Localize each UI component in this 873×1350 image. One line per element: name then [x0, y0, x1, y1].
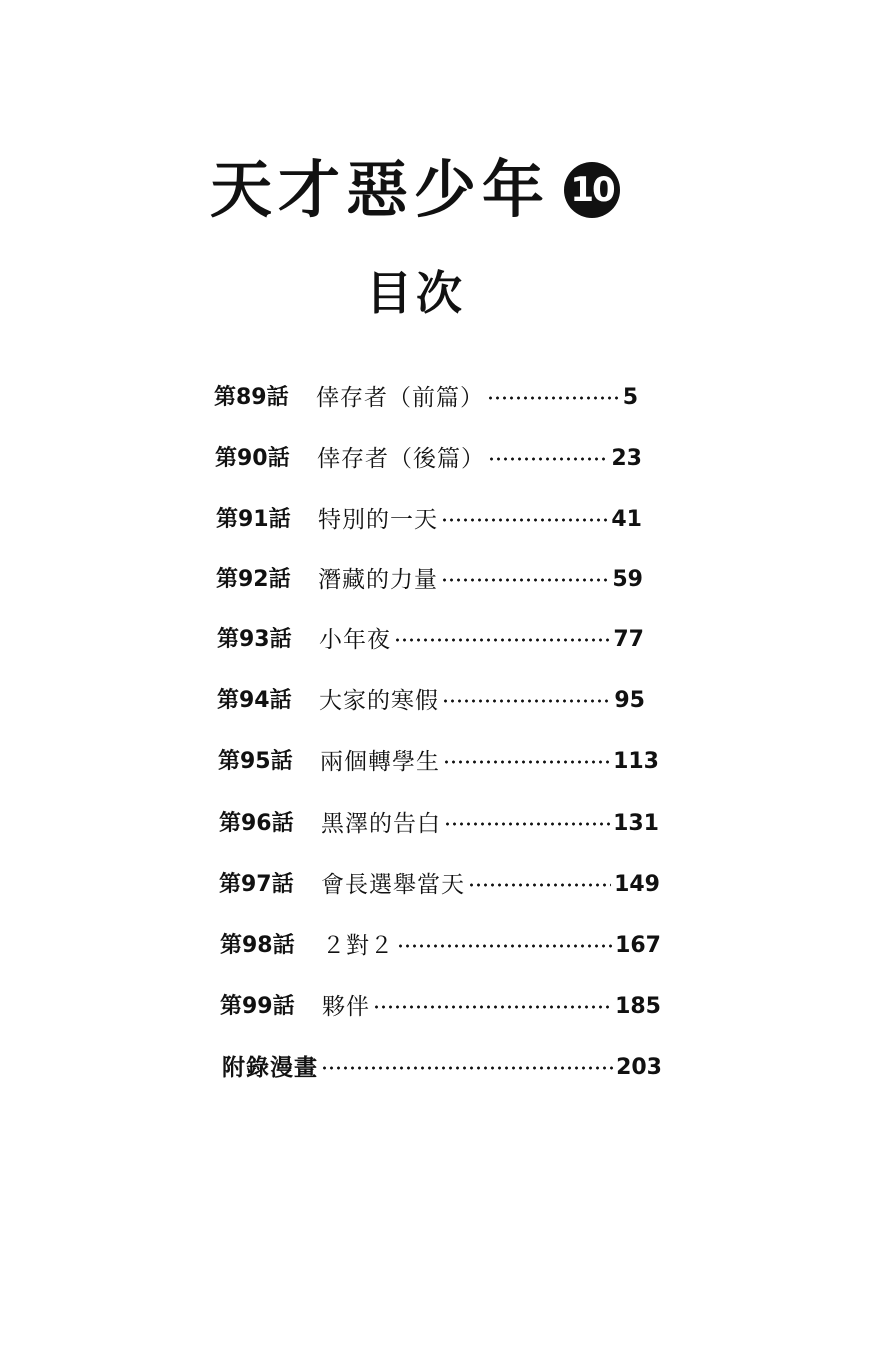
dot-leader — [468, 883, 611, 887]
dot-leader — [444, 822, 610, 826]
dot-leader — [441, 578, 609, 582]
dot-leader — [487, 396, 620, 400]
chapter-number: 第90話 — [215, 446, 290, 471]
page-number: 95 — [614, 688, 645, 713]
chapter-title: 大家的寒假 — [319, 687, 439, 714]
page-number: 23 — [611, 446, 642, 471]
chapter-title: 小年夜 — [319, 626, 391, 653]
dot-leader — [441, 518, 608, 522]
page-number: 113 — [613, 749, 659, 774]
page-number: 77 — [613, 627, 644, 652]
page-number: 41 — [611, 507, 642, 532]
chapter-title: 會長選舉當天 — [321, 871, 465, 898]
toc-entry[interactable] — [219, 807, 659, 841]
page-number: 149 — [614, 872, 660, 897]
toc-entry-appendix[interactable] — [222, 1051, 662, 1085]
toc-entry[interactable] — [216, 563, 643, 597]
chapter-number: 第91話 — [216, 507, 291, 532]
chapter-number: 第98話 — [220, 933, 295, 958]
toc-entry[interactable] — [214, 381, 638, 415]
page-number: 131 — [613, 811, 659, 836]
page-number: 5 — [622, 385, 638, 410]
toc-heading: 目次 — [366, 266, 466, 320]
page-number: 185 — [615, 994, 661, 1019]
chapter-title: ２對２ — [322, 932, 394, 959]
toc-entry[interactable] — [220, 929, 661, 963]
dot-leader — [394, 638, 610, 642]
dot-leader — [397, 944, 612, 948]
chapter-number: 第89話 — [214, 385, 289, 410]
toc-entry[interactable] — [217, 623, 644, 657]
toc-entry[interactable] — [220, 990, 661, 1024]
chapter-number: 第92話 — [216, 567, 291, 592]
page-number: 167 — [615, 933, 661, 958]
chapter-title: 黑澤的告白 — [321, 810, 441, 837]
chapter-number: 第94話 — [217, 688, 292, 713]
chapter-title: 潛藏的力量 — [318, 566, 438, 593]
page-number: 59 — [612, 567, 643, 592]
chapter-number: 第96話 — [219, 811, 294, 836]
dot-leader — [443, 760, 610, 764]
volume-number: 10 — [570, 170, 614, 210]
chapter-number: 第95話 — [218, 749, 293, 774]
dot-leader — [442, 699, 611, 703]
chapter-title: 特別的一天 — [318, 506, 438, 533]
dot-leader — [321, 1066, 613, 1070]
toc-entry[interactable] — [218, 745, 659, 779]
chapter-title: 倖存者（後篇） — [317, 445, 485, 472]
toc-entry[interactable] — [215, 442, 642, 476]
chapter-number: 第97話 — [219, 872, 294, 897]
toc-entry[interactable] — [216, 503, 642, 537]
appendix-title: 附錄漫畫 — [222, 1054, 318, 1081]
page-number: 203 — [616, 1055, 662, 1080]
toc-entry[interactable] — [217, 684, 645, 718]
toc-entry[interactable] — [219, 868, 660, 902]
chapter-title: 兩個轉學生 — [320, 748, 440, 775]
book-title: 天才惡少年 — [210, 153, 551, 226]
chapter-number: 第99話 — [220, 994, 295, 1019]
dot-leader — [373, 1005, 612, 1009]
dot-leader — [488, 457, 608, 461]
chapter-title: 夥伴 — [322, 993, 370, 1020]
chapter-number: 第93話 — [217, 627, 292, 652]
chapter-title: 倖存者（前篇） — [316, 384, 484, 411]
